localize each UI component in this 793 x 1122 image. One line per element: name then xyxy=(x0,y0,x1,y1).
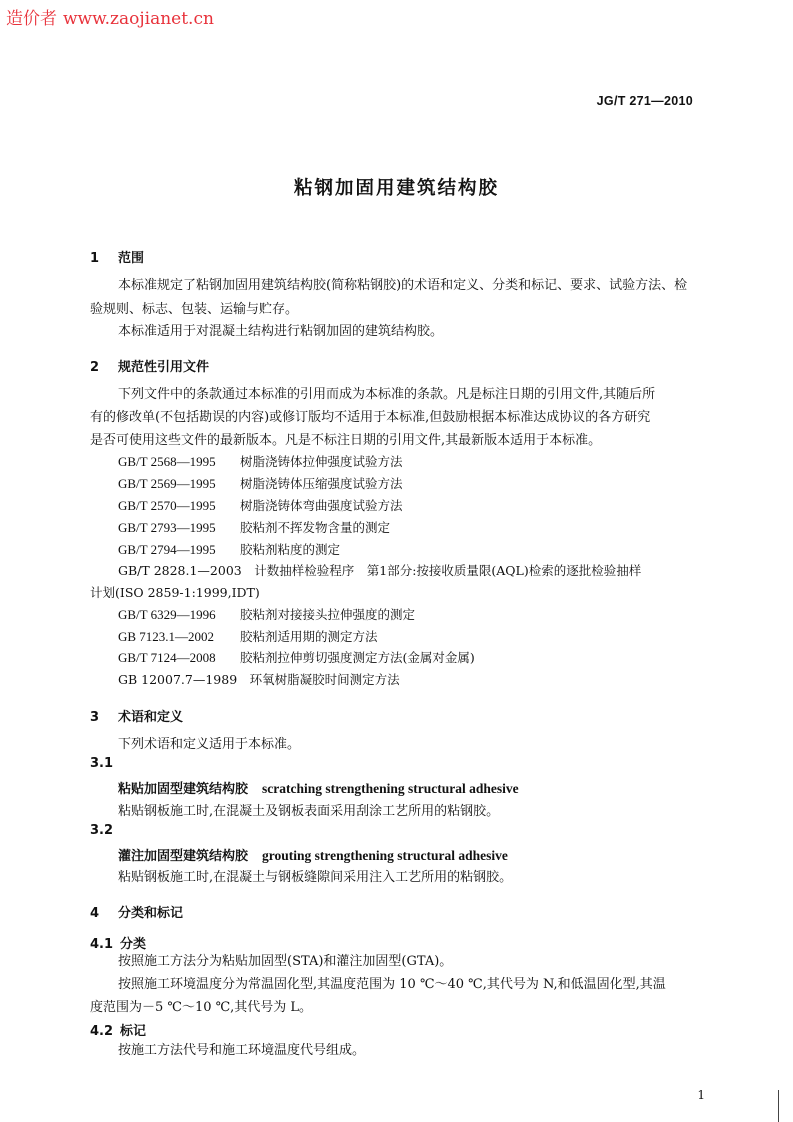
section-2-intro-line1: 下列文件中的条款通过本标准的引用而成为本标准的条款。凡是标注日期的引用文件,其随后所 xyxy=(118,387,656,402)
term-3-1-definition: 粘贴钢板施工时,在混凝土及钢板表面采用刮涂工艺所用的粘钢胶。 xyxy=(118,804,500,819)
section-2-heading: 2 规范性引用文件 xyxy=(90,360,210,375)
reference-item-last: GB 12007.7—1989 环氧树脂凝胶时间测定方法 xyxy=(118,672,400,687)
subsection-4-1-para2-line2: 度范围为－5 ℃～10 ℃,其代号为 L。 xyxy=(90,1000,313,1015)
reference-item: GB/T 6329—1996 胶粘剂对接接头拉伸强度的测定 xyxy=(118,607,416,622)
term-3-2-definition: 粘贴钢板施工时,在混凝土与钢板缝隙间采用注入工艺所用的粘钢胶。 xyxy=(118,870,513,885)
section-2-intro-line2: 有的修改单(不包括勘误的内容)或修订版均不适用于本标准,但鼓励根据本标准达成协议的各方研究 xyxy=(90,410,651,425)
section-3-intro: 下列术语和定义适用于本标准。 xyxy=(118,737,301,752)
watermark-url: www.zaojianet.cn xyxy=(63,9,214,29)
term-3-1-name: 粘贴加固型建筑结构胶 scratching strengthening structural adhesive xyxy=(118,781,519,797)
section-1-para1-line1: 本标准规定了粘钢加固用建筑结构胶(简称粘钢胶)的术语和定义、分类和标记、要求、试验方法、检 xyxy=(118,278,688,293)
reference-item: GB/T 2794—1995 胶粘剂粘度的测定 xyxy=(118,542,341,557)
section-2-intro-line3: 是否可使用这些文件的最新版本。凡是不标注日期的引用文件,其最新版本适用于本标准。 xyxy=(90,433,602,448)
term-3-2-name: 灌注加固型建筑结构胶 grouting strengthening structural adhesive xyxy=(118,848,508,864)
section-4-heading: 4 分类和标记 xyxy=(90,906,184,921)
subsection-4-2-heading: 4.2 标记 xyxy=(90,1024,147,1039)
reference-item-long-line2: 计划(ISO 2859-1:1999,IDT) xyxy=(90,585,260,600)
subsection-4-1-para2-line1: 按照施工环境温度分为常温固化型,其温度范围为 10 ℃～40 ℃,其代号为 N,和低温固化型,其温 xyxy=(118,977,666,992)
reference-item: GB/T 2570—1995 树脂浇铸体弯曲强度试验方法 xyxy=(118,498,403,513)
term-3-1-number: 3.1 xyxy=(90,756,114,771)
subsection-4-1-heading: 4.1 分类 xyxy=(90,937,147,952)
section-1-para1-line2: 验规则、标志、包装、运输与贮存。 xyxy=(90,302,299,317)
section-1-heading: 1 范围 xyxy=(90,251,145,266)
reference-item: GB/T 7124—2008 胶粘剂拉伸剪切强度测定方法(金属对金属) xyxy=(118,650,475,665)
reference-item: GB/T 2569—1995 树脂浇铸体压缩强度试验方法 xyxy=(118,476,403,491)
section-1-para2: 本标准适用于对混凝土结构进行粘钢加固的建筑结构胶。 xyxy=(118,324,444,339)
section-3-heading: 3 术语和定义 xyxy=(90,710,184,725)
standard-code: JG/T 271—2010 xyxy=(596,94,693,108)
subsection-4-1-para1: 按照施工方法分为粘贴加固型(STA)和灌注加固型(GTA)。 xyxy=(118,954,453,969)
reference-item: GB/T 2793—1995 胶粘剂不挥发物含量的测定 xyxy=(118,520,391,535)
subsection-4-2-para1: 按施工方法代号和施工环境温度代号组成。 xyxy=(118,1043,366,1058)
scan-edge-line xyxy=(778,1090,779,1122)
page-number: 1 xyxy=(697,1088,705,1102)
reference-item: GB 7123.1—2002 胶粘剂适用期的测定方法 xyxy=(118,629,378,644)
reference-item-long-line1: GB/T 2828.1—2003 计数抽样检验程序 第1部分:按接收质量限(AQL)检索的逐批检验抽样 xyxy=(118,563,642,578)
document-title: 粘钢加固用建筑结构胶 xyxy=(293,178,499,199)
reference-item: GB/T 2568—1995 树脂浇铸体拉伸强度试验方法 xyxy=(118,454,403,469)
watermark xyxy=(6,4,214,29)
term-3-2-number: 3.2 xyxy=(90,823,114,838)
watermark-site: 造价者 xyxy=(6,9,57,29)
